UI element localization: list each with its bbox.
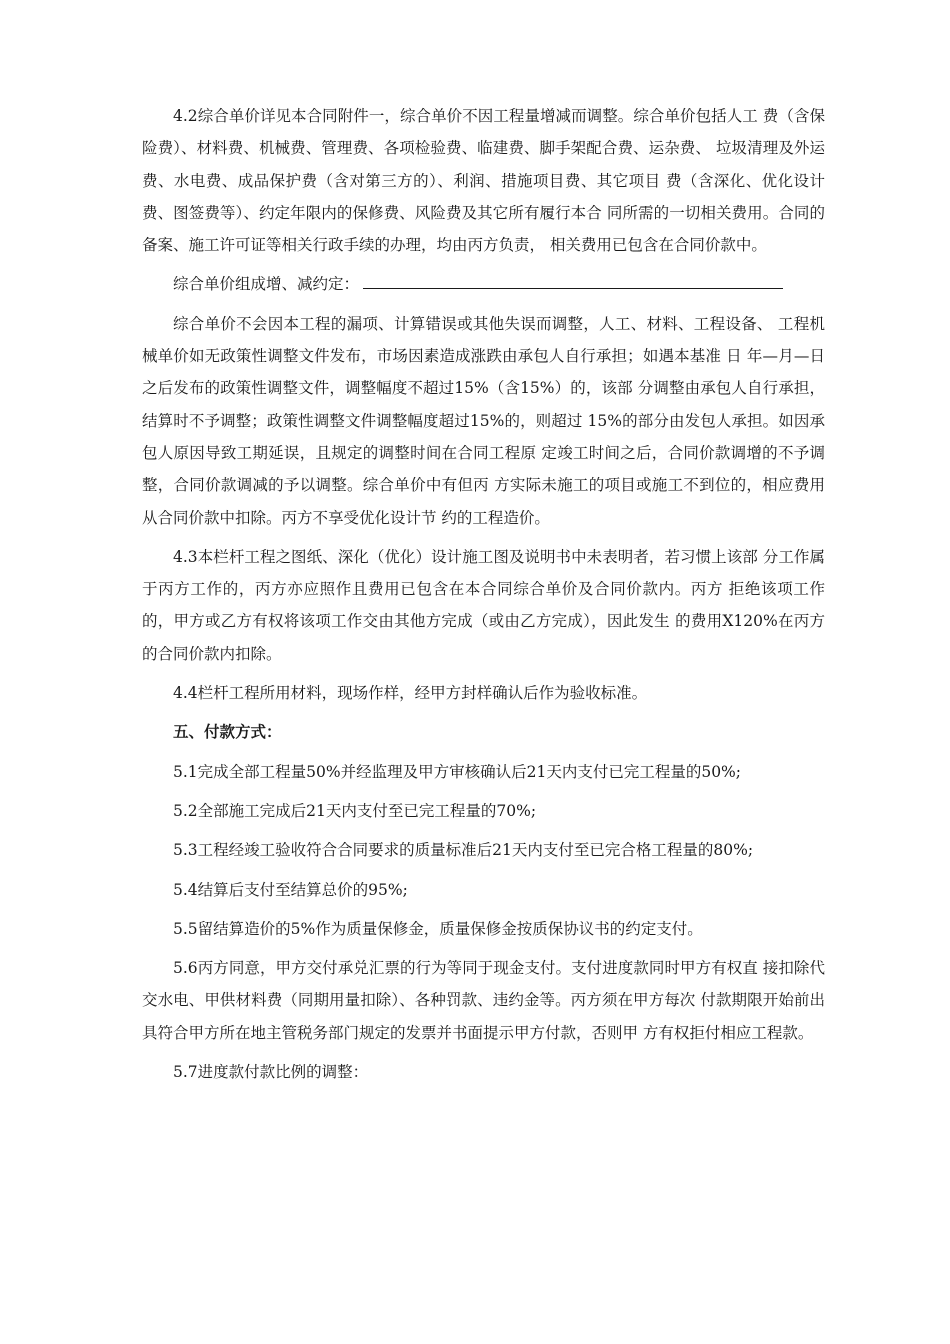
- adjustment-agreement-line: [142, 268, 825, 300]
- clause-5-7: 5.7进度款付款比例的调整：: [173, 1063, 369, 1082]
- clause-5-3: 5.3工程经竣工验收符合合同要求的质量标准后21天内支付至已完合格工程量的80%;: [173, 841, 754, 860]
- document-page: [142, 100, 825, 1095]
- clause-5-4: 5.4结算后支付至结算总价的95%;: [173, 880, 408, 899]
- clause-5-2: 5.2全部施工完成后21天内支付至已完工程量的70%;: [173, 801, 537, 820]
- clause-5-5: 5.5留结算造价的5%作为质量保修金，质量保修金按质保协议书的约定支付。: [173, 919, 703, 938]
- clause-4-4: 4.4栏杆工程所用材料，现场作样，经甲方封样确认后作为验收标准。: [173, 684, 648, 703]
- clause-4-2: 4.2综合单价详见本合同附件一，综合单价不因工程量增减而调整。综合单价包括人工 费（含保险费）、材料费、机械费、管理费、各项检验费、临建费、脚手架配合费、运杂费、 垃圾清理及外运费、水电费、成品保护费（含对第三方的）、利润、措施项目费、其它项目 费（含深化、优化设计费、图签费等）、约定年限内的保修费、风险费及其它所有履行本合 同所需的一切相关费用。合同的备案、施工许可证等相关行政手续的办理，均由丙方负责， 相关费用已包含在合同价款中。: [142, 107, 825, 255]
- blank-fill-line: [363, 270, 783, 289]
- clause-5-6: 5.6丙方同意，甲方交付承兑汇票的行为等同于现金支付。支付进度款同时甲方有权直 接扣除代交水电、甲供材料费（同期用量扣除）、各种罚款、违约金等。丙方须在甲方每次 付款期限开始前出具符合甲方所在地主管税务部门规定的发票并书面提示甲方付款，否则甲 方有权拒付相应工程款。: [142, 959, 825, 1042]
- clause-4-3: 4.3本栏杆工程之图纸、深化（优化）设计施工图及说明书中未表明者，若习惯上该部 分工作属于丙方工作的，丙方亦应照作且费用已包含在本合同综合单价及合同价款内。丙方 拒绝该项工作的，甲方或乙方有权将该项工作交由其他方完成（或由乙方完成），因此发生 的费用X120%在丙方的合同价款内扣除。: [142, 547, 825, 663]
- adjustment-agreement-label: 综合单价组成增、减约定：: [173, 275, 360, 294]
- section-heading-payment: 五、付款方式：: [173, 722, 282, 742]
- clause-5-1: 5.1完成全部工程量50%并经监理及甲方审核确认后21天内支付已完工程量的50%;: [173, 762, 741, 781]
- unit-price-adjustment-clause: 综合单价不会因本工程的漏项、计算错误或其他失误而调整，人工、材料、工程设备、 工程机械单价如无政策性调整文件发布，市场因素造成涨跌由承包人自行承担；如遇本基准 日 年—月—日之后发布的政策性调整文件，调整幅度不超过15%（含15%）的，该部 分调整由承包人自行承担，结算时不予调整；政策性调整文件调整幅度超过15%的，则超过 15%的部分由发包人承担。如因承包人原因导致工期延误，且规定的调整时间在合同工程原 定竣工时间之后，合同价款调增的不予调整，合同价款调减的予以调整。综合单价中有但丙 方实际未施工的项目或施工不到位的，相应费用从合同价款中扣除。丙方不享受优化设计节 约的工程造价。: [142, 314, 825, 527]
